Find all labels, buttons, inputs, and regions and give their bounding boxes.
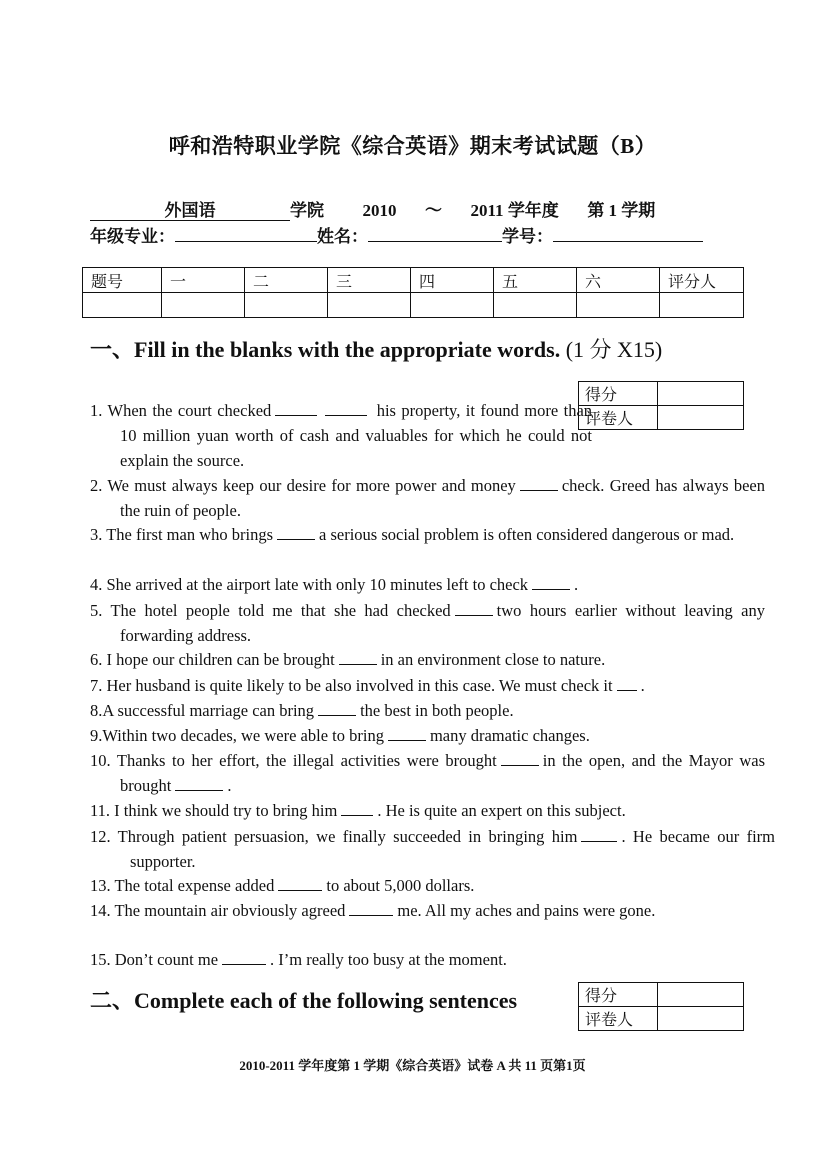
blank[interactable] xyxy=(278,876,322,891)
blank[interactable] xyxy=(277,525,315,540)
score-header-cell: 评分人 xyxy=(660,268,744,293)
section2-heading: 二、Complete each of the following sentences xyxy=(90,988,518,1013)
question-13: 13. The total expense added to about 5,000 dollars. xyxy=(90,876,475,895)
score-value-cell[interactable] xyxy=(411,293,494,318)
section1-heading xyxy=(90,333,662,364)
blank[interactable] xyxy=(349,901,393,916)
question-6: 6. I hope our children can be brought in an environment close to nature. xyxy=(90,650,606,669)
score-value-cell[interactable] xyxy=(83,293,162,318)
grade-major-field[interactable] xyxy=(175,241,317,242)
score-header-cell: 四 xyxy=(411,268,494,293)
grade-box-score-value[interactable] xyxy=(658,983,744,1007)
blank[interactable] xyxy=(532,575,570,590)
grade-box-grader-label: 评卷人 xyxy=(579,1007,658,1031)
blank[interactable] xyxy=(455,601,493,616)
score-table-value-row xyxy=(83,293,744,318)
question-9: 9.Within two decades, we were able to bring many dramatic changes. xyxy=(90,726,590,745)
year-start: 2010 xyxy=(362,201,397,220)
score-header-cell: 二 xyxy=(245,268,328,293)
score-value-cell[interactable] xyxy=(577,293,660,318)
grade-box-grader-label: 评卷人 xyxy=(579,406,658,430)
question-5: 5. The hotel people told me that she had checked two hours earlier without leaving any forwarding address. xyxy=(90,601,765,645)
exam-title: 呼和浩特职业学院《综合英语》期末考试试题（B） xyxy=(168,134,657,158)
question-3: 3. The first man who brings a serious social problem is often considered dangerous or mad. xyxy=(90,525,735,544)
college-label: 学院 xyxy=(290,201,324,220)
blank[interactable] xyxy=(275,401,317,416)
score-header-cell: 题号 xyxy=(83,268,162,293)
question-2: 2. We must always keep our desire for more power and money check. Greed has always been the ruin of people. xyxy=(90,476,765,520)
name-label: 姓名： xyxy=(317,227,368,246)
blank[interactable] xyxy=(175,776,223,791)
grade-box-score-label: 得分 xyxy=(579,382,658,406)
blank[interactable] xyxy=(520,476,558,491)
question-7: 7. Her husband is quite likely to be also involved in this case. We must check it . xyxy=(90,676,645,695)
student-id-label: 学号： xyxy=(502,227,553,246)
score-table-header-row xyxy=(83,268,744,293)
student-id-field[interactable] xyxy=(553,241,703,242)
header-college-row xyxy=(90,196,655,221)
grade-box-1 xyxy=(578,381,744,430)
question-8: 8.A successful marriage can bring the best in both people. xyxy=(90,701,514,720)
grade-box-2 xyxy=(578,982,744,1031)
question-11: 11. I think we should try to bring him . He is quite an expert on this subject. xyxy=(90,801,626,820)
blank[interactable] xyxy=(341,801,373,816)
name-field[interactable] xyxy=(368,241,502,242)
year-label: 学年度 xyxy=(507,201,559,220)
score-header-cell: 三 xyxy=(328,268,411,293)
term-label: 第 1 学期 xyxy=(587,201,656,220)
header-student-row xyxy=(90,222,703,247)
grade-box-score-value[interactable] xyxy=(658,382,744,406)
grade-major-label: 年级专业： xyxy=(90,227,175,246)
question-12: 12. Through patient persuasion, we finally succeeded in bringing him . He became our firm supporter. xyxy=(90,827,775,871)
page-footer: 2010-2011 学年度第 1 学期《综合英语》试卷 A 共 11 页第1页 xyxy=(239,1058,586,1073)
score-header-cell: 一 xyxy=(162,268,245,293)
score-value-cell[interactable] xyxy=(328,293,411,318)
grade-box-grader-value[interactable] xyxy=(658,406,744,430)
blank[interactable] xyxy=(222,950,266,965)
score-header-cell: 五 xyxy=(494,268,577,293)
score-table xyxy=(82,267,744,318)
question-14: 14. The mountain air obviously agreed me. All my aches and pains were gone. xyxy=(90,901,656,920)
score-value-cell[interactable] xyxy=(162,293,245,318)
year-end: 2011 xyxy=(470,201,504,220)
section1-points: (1 分 X15) xyxy=(565,337,663,362)
blank[interactable] xyxy=(581,827,617,842)
score-header-cell: 六 xyxy=(577,268,660,293)
score-value-cell[interactable] xyxy=(245,293,328,318)
question-4: 4. She arrived at the airport late with only 10 minutes left to check . xyxy=(90,575,579,594)
score-value-cell[interactable] xyxy=(494,293,577,318)
score-value-cell[interactable] xyxy=(660,293,744,318)
blank[interactable] xyxy=(339,650,377,665)
blank[interactable] xyxy=(325,401,367,416)
blank[interactable] xyxy=(617,676,637,691)
question-1: 1. When the court checked his property, it found more than 10 million yuan worth of cash and valuables for which he could not explain the source. xyxy=(90,401,593,470)
blank[interactable] xyxy=(318,701,356,716)
grade-box-score-label: 得分 xyxy=(579,983,658,1007)
question-10: 10. Thanks to her effort, the illegal activities were brought in the open, and the Mayor was brought . xyxy=(90,751,765,795)
section1-title: 一、Fill in the blanks with the appropriate words. xyxy=(90,337,561,362)
question-15: 15. Don’t count me . I’m really too busy at the moment. xyxy=(90,950,507,969)
college-value: 外国语 xyxy=(90,202,290,221)
grade-box-grader-value[interactable] xyxy=(658,1007,744,1031)
year-tilde: ～ xyxy=(425,201,442,220)
blank[interactable] xyxy=(501,751,539,766)
blank[interactable] xyxy=(388,726,426,741)
